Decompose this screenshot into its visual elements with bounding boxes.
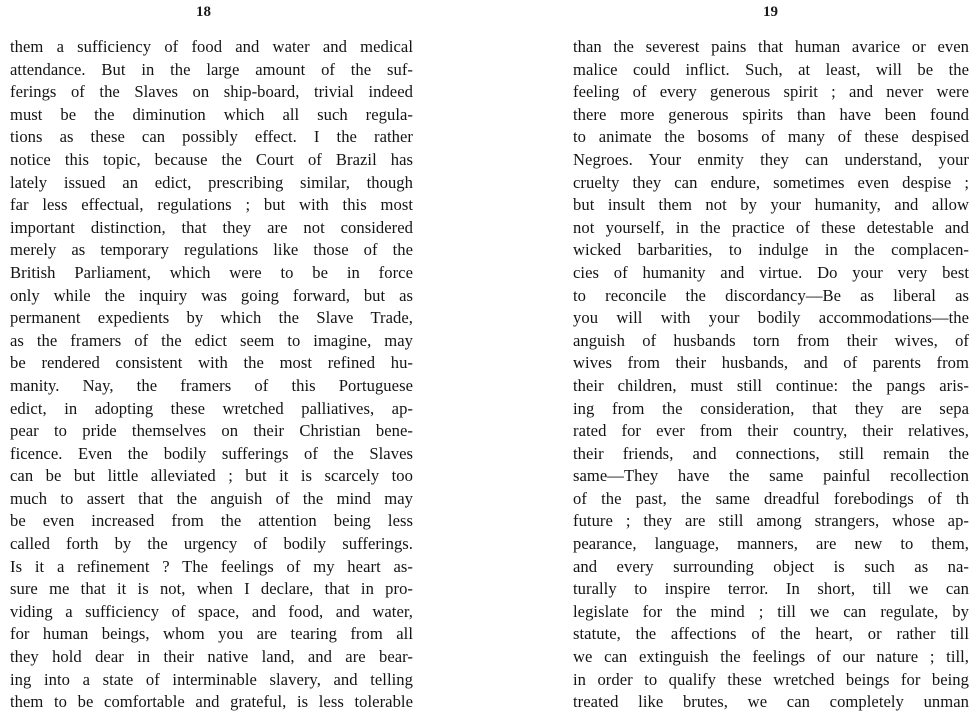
text-line: notice this topic, because the Court of Brazil has bbox=[10, 149, 413, 169]
text-line: merely as temporary regulations like those of the bbox=[10, 240, 413, 260]
text-line: attendance. But in the large amount of the suf- bbox=[10, 59, 413, 79]
page-number-left: 18 bbox=[196, 4, 211, 20]
text-line: malice could inflict. Such, at least, will be the bbox=[573, 59, 969, 79]
text-line: manity. Nay, the framers of this Portuguese bbox=[10, 375, 413, 395]
text-line: treated like brutes, we can completely unman bbox=[573, 692, 969, 712]
text-line: pearance, language, manners, are new to them, bbox=[573, 534, 969, 554]
text-line: to reconcile the discordancy—Be as liberal as bbox=[573, 285, 969, 305]
text-line: statute, the affections of the heart, or rather till bbox=[573, 624, 969, 644]
text-line: rated for ever from their country, their relatives, bbox=[573, 421, 969, 441]
text-line: you will with your bodily accommodations—the bbox=[573, 308, 969, 328]
text-line: feeling of every generous spirit ; and never were bbox=[573, 82, 969, 102]
page-number-right: 19 bbox=[763, 4, 778, 20]
right-page bbox=[490, 0, 980, 726]
text-line: but insult them not by your humanity, and allow bbox=[573, 195, 969, 215]
text-line: can be but little alleviated ; but it is scarcely too bbox=[10, 466, 413, 486]
text-line: anguish of husbands torn from their wives, of bbox=[573, 330, 969, 350]
text-line: as the framers of the edict seem to imagine, may bbox=[10, 330, 413, 350]
text-line: of the past, the same dreadful forebodings of th bbox=[573, 488, 969, 508]
text-line: in order to qualify these wretched beings for being bbox=[573, 669, 969, 689]
text-line: Negroes. Your enmity they can understand, your bbox=[573, 149, 969, 169]
text-line: to animate the bosoms of many of these despised bbox=[573, 127, 969, 147]
text-line: Is it a refinement ? The feelings of my heart as- bbox=[10, 556, 413, 576]
text-line: we can extinguish the feelings of our nature ; till, bbox=[573, 647, 969, 667]
text-line: permanent expedients by which the Slave Trade, bbox=[10, 308, 413, 328]
text-line: there more generous spirits than have been found bbox=[573, 104, 969, 124]
text-line: than the severest pains that human avarice or even bbox=[573, 37, 969, 56]
text-line: important distinction, that they are not considered bbox=[10, 217, 413, 237]
text-line: same—They have the same painful recollection bbox=[573, 466, 969, 486]
text-line: their friends, and connections, still remain the bbox=[573, 443, 969, 463]
text-line: far less effectual, regulations ; but with this most bbox=[10, 195, 413, 215]
text-line: and every surrounding object is such as na- bbox=[573, 556, 969, 576]
text-line: British Parliament, which were to be in force bbox=[10, 262, 413, 282]
text-line: pear to pride themselves on their Christian bene- bbox=[10, 421, 413, 441]
text-line: be even increased from the attention being less bbox=[10, 511, 413, 531]
text-line: not yourself, in the practice of these detestable and bbox=[573, 217, 969, 237]
text-line: lately issued an edict, prescribing similar, though bbox=[10, 172, 413, 192]
text-line: viding a sufficiency of space, and food, and water, bbox=[10, 601, 413, 621]
text-line: wicked barbarities, to indulge in the complacen- bbox=[573, 240, 969, 260]
text-line: future ; they are still among strangers, whose ap- bbox=[573, 511, 969, 531]
text-line: ing from the consideration, that they are sepa bbox=[573, 398, 969, 418]
text-line: they hold dear in their native land, and are bear- bbox=[10, 647, 413, 667]
text-line: wives from their husbands, and of parents from bbox=[573, 353, 969, 373]
text-line: them to be comfortable and grateful, is less tolerable bbox=[10, 692, 413, 712]
text-line: only while the inquiry was going forward, but as bbox=[10, 285, 413, 305]
text-line: called forth by the urgency of bodily sufferings. bbox=[10, 534, 413, 554]
text-line: for human beings, whom you are tearing from all bbox=[10, 624, 413, 644]
text-line: much to assert that the anguish of the mind may bbox=[10, 488, 413, 508]
text-line: ferings of the Slaves on ship-board, trivial indeed bbox=[10, 82, 413, 102]
right-page-text bbox=[573, 36, 969, 714]
left-page-text bbox=[10, 36, 413, 714]
text-line: turally to inspire terror. In short, till we can bbox=[573, 579, 969, 599]
text-line: must be the diminution which all such regula- bbox=[10, 104, 413, 124]
text-line: sure me that it is not, when I declare, that in pro- bbox=[10, 579, 413, 599]
text-line: cruelty they can endure, sometimes even despise ; bbox=[573, 172, 969, 192]
text-line: ing into a state of interminable slavery, and telling bbox=[10, 669, 413, 689]
text-line: their children, must still continue: the pangs aris- bbox=[573, 375, 969, 395]
text-line: ficence. Even the bodily sufferings of the Slaves bbox=[10, 443, 413, 463]
text-line: legislate for the mind ; till we can regulate, by bbox=[573, 601, 969, 621]
text-line: cies of humanity and virtue. Do your very best bbox=[573, 262, 969, 282]
text-line: tions as these can possibly effect. I the rather bbox=[10, 127, 413, 147]
text-line: edict, in adopting these wretched palliatives, ap- bbox=[10, 398, 413, 418]
text-line: them a sufficiency of food and water and medical bbox=[10, 37, 413, 56]
text-line: be rendered consistent with the most refined hu- bbox=[10, 353, 413, 373]
